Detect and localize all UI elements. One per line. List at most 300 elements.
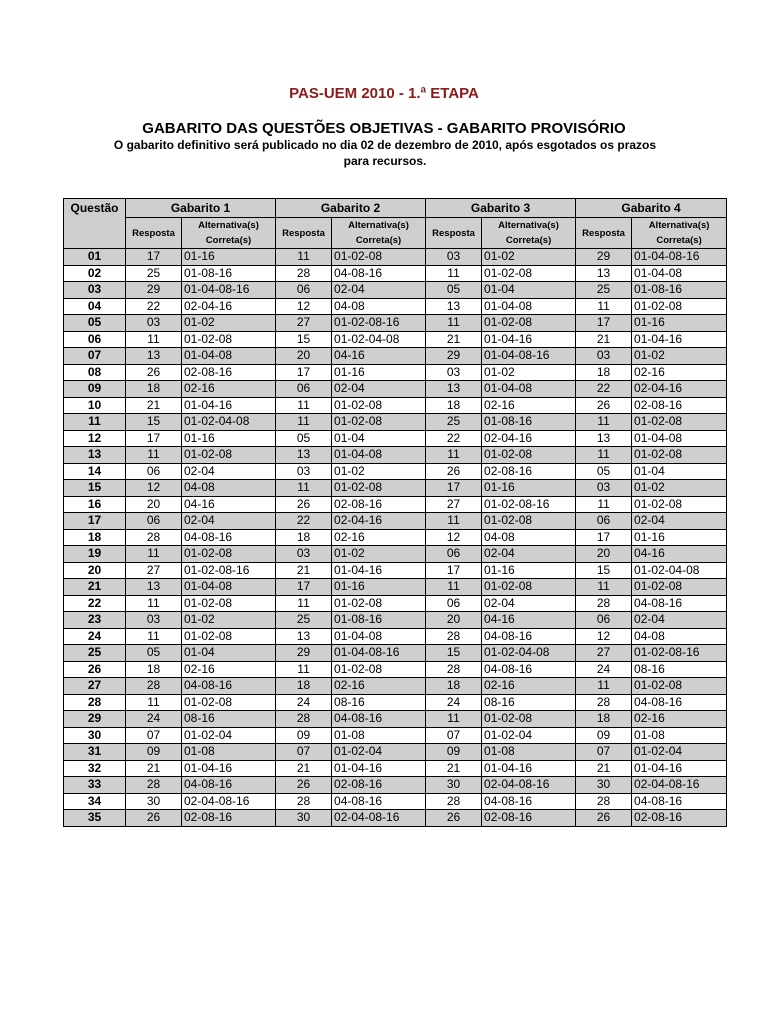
gabarito-2-resposta: 30 [276, 810, 332, 827]
gabarito-4-alternativas: 01-02-08 [632, 496, 727, 513]
gabarito-4-alternativas: 02-16 [632, 364, 727, 381]
question-number: 30 [64, 727, 126, 744]
gabarito-1-resposta: 11 [126, 331, 182, 348]
gabarito-3-alternativas: 01-04-08-16 [482, 348, 576, 365]
question-number: 27 [64, 678, 126, 695]
gabarito-4-alternativas: 01-02-08 [632, 298, 727, 315]
alternativas-header: Alternativa(s) [182, 218, 276, 234]
gabarito-1-resposta: 06 [126, 513, 182, 530]
note-line-2: para recursos. [343, 154, 427, 168]
gabarito-1-resposta: 12 [126, 480, 182, 497]
gabarito-3-alternativas: 01-08 [482, 744, 576, 761]
question-number: 06 [64, 331, 126, 348]
gabarito-1-resposta: 03 [126, 612, 182, 629]
gabarito-1-resposta: 17 [126, 249, 182, 266]
gabarito-4-resposta: 03 [576, 480, 632, 497]
table-row [64, 711, 727, 728]
gabarito-4-alternativas: 01-02-08-16 [632, 645, 727, 662]
gabarito-3-alternativas: 01-02 [482, 249, 576, 266]
question-number: 10 [64, 397, 126, 414]
question-number: 08 [64, 364, 126, 381]
gabarito-2-resposta: 21 [276, 562, 332, 579]
gabarito-1-resposta: 18 [126, 661, 182, 678]
gabarito-3-alternativas: 04-08-16 [482, 628, 576, 645]
gabarito-2-alternativas: 02-08-16 [332, 496, 426, 513]
gabarito-3-resposta: 21 [426, 331, 482, 348]
gabarito-4-alternativas: 02-16 [632, 711, 727, 728]
question-number: 32 [64, 760, 126, 777]
gabarito-1-alternativas: 02-16 [182, 381, 276, 398]
gabarito-3-alternativas: 02-08-16 [482, 463, 576, 480]
question-number: 17 [64, 513, 126, 530]
resposta-header: Resposta [576, 218, 632, 249]
gabarito-4-resposta: 05 [576, 463, 632, 480]
gabarito-2-resposta: 06 [276, 381, 332, 398]
gabarito-2-resposta: 11 [276, 661, 332, 678]
question-number: 11 [64, 414, 126, 431]
gabarito-2-resposta: 03 [276, 463, 332, 480]
table-row [64, 727, 727, 744]
gabarito-4-alternativas: 04-08-16 [632, 595, 727, 612]
gabarito-2-alternativas: 01-02-04 [332, 744, 426, 761]
gabarito-1-resposta: 21 [126, 760, 182, 777]
table-row [64, 661, 727, 678]
gabarito-3-alternativas: 08-16 [482, 694, 576, 711]
question-number: 19 [64, 546, 126, 563]
gabarito-1-alternativas: 04-08-16 [182, 777, 276, 794]
gabarito-4-resposta: 26 [576, 397, 632, 414]
gabarito-3-alternativas: 02-16 [482, 678, 576, 695]
gabarito-3-alternativas: 01-02-08 [482, 447, 576, 464]
gabarito-2-alternativas: 01-08 [332, 727, 426, 744]
gabarito-1-resposta: 28 [126, 678, 182, 695]
table-row [64, 496, 727, 513]
gabarito-3-alternativas: 02-04-16 [482, 430, 576, 447]
gabarito-2-alternativas: 01-02-08 [332, 595, 426, 612]
table-body [64, 249, 727, 827]
gabarito-3-resposta: 03 [426, 364, 482, 381]
gabarito-1-alternativas: 02-08-16 [182, 364, 276, 381]
gabarito-1-resposta: 29 [126, 282, 182, 299]
gabarito-4-resposta: 13 [576, 265, 632, 282]
gabarito-1-alternativas: 08-16 [182, 711, 276, 728]
alternativas-header: Alternativa(s) [482, 218, 576, 234]
resposta-header: Resposta [426, 218, 482, 249]
gabarito-3-alternativas: 04-08-16 [482, 793, 576, 810]
gabarito-1-resposta: 26 [126, 364, 182, 381]
gabarito-2-resposta: 11 [276, 595, 332, 612]
gabarito-1-resposta: 30 [126, 793, 182, 810]
gabarito-4-alternativas: 02-08-16 [632, 810, 727, 827]
table-row [64, 249, 727, 266]
gabarito-4-alternativas: 01-04-08-16 [632, 249, 727, 266]
gabarito-1-resposta: 11 [126, 595, 182, 612]
gabarito-3-alternativas: 01-04-08 [482, 381, 576, 398]
gabarito-1-alternativas: 01-02-08 [182, 595, 276, 612]
gabarito-2-alternativas: 08-16 [332, 694, 426, 711]
answer-key-table [63, 198, 727, 827]
gabarito-2-alternativas: 01-02-08-16 [332, 315, 426, 332]
gabarito-2-resposta: 28 [276, 793, 332, 810]
gabarito-2-resposta: 06 [276, 282, 332, 299]
gabarito-1-alternativas: 02-04-08-16 [182, 793, 276, 810]
table-row [64, 678, 727, 695]
gabarito-2-alternativas: 04-08-16 [332, 711, 426, 728]
gabarito-3-resposta: 28 [426, 628, 482, 645]
gabarito-3-alternativas: 01-16 [482, 562, 576, 579]
question-number: 14 [64, 463, 126, 480]
question-number: 29 [64, 711, 126, 728]
gabarito-3-alternativas: 02-08-16 [482, 810, 576, 827]
question-number: 02 [64, 265, 126, 282]
corretas-header: Correta(s) [182, 233, 276, 249]
question-number: 03 [64, 282, 126, 299]
corretas-header: Correta(s) [632, 233, 727, 249]
gabarito-4-alternativas: 04-08-16 [632, 694, 727, 711]
gabarito-2-alternativas: 02-04 [332, 282, 426, 299]
gabarito-3-resposta: 11 [426, 447, 482, 464]
gabarito-1-resposta: 28 [126, 777, 182, 794]
gabarito-4-alternativas: 01-02 [632, 480, 727, 497]
gabarito-1-resposta: 11 [126, 628, 182, 645]
gabarito-1-alternativas: 04-16 [182, 496, 276, 513]
gabarito-3-resposta: 13 [426, 298, 482, 315]
gabarito-2-resposta: 05 [276, 430, 332, 447]
gabarito-2-alternativas: 01-02-08 [332, 249, 426, 266]
gabarito-3-resposta: 29 [426, 348, 482, 365]
gabarito-2-alternativas: 02-16 [332, 678, 426, 695]
gabarito-3-resposta: 05 [426, 282, 482, 299]
gabarito-2-resposta: 15 [276, 331, 332, 348]
gabarito-3-resposta: 11 [426, 315, 482, 332]
gabarito-4-resposta: 17 [576, 315, 632, 332]
gabarito-1-resposta: 09 [126, 744, 182, 761]
gabarito-4-resposta: 13 [576, 430, 632, 447]
gabarito-1-resposta: 20 [126, 496, 182, 513]
gabarito-4-alternativas: 01-08-16 [632, 282, 727, 299]
gabarito-3-alternativas: 02-04-08-16 [482, 777, 576, 794]
gabarito-1-alternativas: 01-04-08 [182, 348, 276, 365]
gabarito-2-resposta: 28 [276, 711, 332, 728]
gabarito-1-alternativas: 01-16 [182, 430, 276, 447]
gabarito-3-header: Gabarito 3 [426, 199, 576, 218]
gabarito-4-resposta: 11 [576, 579, 632, 596]
question-number: 24 [64, 628, 126, 645]
gabarito-3-alternativas: 01-02-08 [482, 315, 576, 332]
gabarito-1-resposta: 03 [126, 315, 182, 332]
gabarito-2-alternativas: 01-02-08 [332, 480, 426, 497]
gabarito-4-alternativas: 01-16 [632, 315, 727, 332]
gabarito-2-resposta: 17 [276, 364, 332, 381]
gabarito-4-resposta: 21 [576, 331, 632, 348]
gabarito-4-alternativas: 04-08 [632, 628, 727, 645]
note-line-1: O gabarito definitivo será publicado no dia 02 de dezembro de 2010, após esgotados os prazos [113, 138, 657, 152]
gabarito-4-resposta: 06 [576, 612, 632, 629]
gabarito-4-resposta: 24 [576, 661, 632, 678]
gabarito-2-resposta: 11 [276, 397, 332, 414]
gabarito-3-resposta: 12 [426, 529, 482, 546]
gabarito-1-alternativas: 01-04 [182, 645, 276, 662]
table-row [64, 760, 727, 777]
table-row [64, 381, 727, 398]
question-number: 22 [64, 595, 126, 612]
question-number: 20 [64, 562, 126, 579]
table-row [64, 364, 727, 381]
gabarito-1-alternativas: 01-08-16 [182, 265, 276, 282]
gabarito-3-alternativas: 01-02-08 [482, 711, 576, 728]
gabarito-3-resposta: 27 [426, 496, 482, 513]
question-number: 12 [64, 430, 126, 447]
gabarito-2-resposta: 26 [276, 777, 332, 794]
gabarito-1-alternativas: 01-02-08 [182, 694, 276, 711]
gabarito-3-resposta: 11 [426, 579, 482, 596]
gabarito-4-resposta: 30 [576, 777, 632, 794]
gabarito-3-alternativas: 01-02-04 [482, 727, 576, 744]
gabarito-2-alternativas: 02-04 [332, 381, 426, 398]
table-row [64, 562, 727, 579]
gabarito-2-alternativas: 04-08 [332, 298, 426, 315]
gabarito-2-alternativas: 01-04-16 [332, 760, 426, 777]
gabarito-1-resposta: 13 [126, 579, 182, 596]
gabarito-4-resposta: 20 [576, 546, 632, 563]
gabarito-3-resposta: 13 [426, 381, 482, 398]
gabarito-1-resposta: 27 [126, 562, 182, 579]
gabarito-3-alternativas: 01-02 [482, 364, 576, 381]
gabarito-2-alternativas: 01-02-08 [332, 661, 426, 678]
question-number: 33 [64, 777, 126, 794]
gabarito-2-alternativas: 01-02 [332, 546, 426, 563]
corretas-header: Correta(s) [332, 233, 426, 249]
gabarito-1-resposta: 07 [126, 727, 182, 744]
gabarito-1-alternativas: 04-08-16 [182, 529, 276, 546]
gabarito-1-alternativas: 04-08 [182, 480, 276, 497]
gabarito-1-resposta: 22 [126, 298, 182, 315]
question-number: 09 [64, 381, 126, 398]
gabarito-2-resposta: 13 [276, 628, 332, 645]
gabarito-1-alternativas: 01-02-04 [182, 727, 276, 744]
gabarito-2-alternativas: 02-16 [332, 529, 426, 546]
gabarito-4-alternativas: 02-04-08-16 [632, 777, 727, 794]
gabarito-4-resposta: 29 [576, 249, 632, 266]
gabarito-3-alternativas: 01-02-08-16 [482, 496, 576, 513]
table-row [64, 348, 727, 365]
gabarito-2-alternativas: 01-02-08 [332, 414, 426, 431]
gabarito-2-alternativas: 02-04-08-16 [332, 810, 426, 827]
question-number: 23 [64, 612, 126, 629]
gabarito-3-alternativas: 04-08-16 [482, 661, 576, 678]
question-column-header: Questão [64, 199, 126, 249]
gabarito-1-alternativas: 01-04-16 [182, 397, 276, 414]
question-number: 25 [64, 645, 126, 662]
gabarito-2-resposta: 09 [276, 727, 332, 744]
gabarito-2-resposta: 20 [276, 348, 332, 365]
gabarito-2-resposta: 24 [276, 694, 332, 711]
question-number: 04 [64, 298, 126, 315]
document-title: PAS-UEM 2010 - 1.ª ETAPA [289, 85, 479, 102]
gabarito-1-header: Gabarito 1 [126, 199, 276, 218]
gabarito-1-alternativas: 02-08-16 [182, 810, 276, 827]
gabarito-1-alternativas: 01-16 [182, 249, 276, 266]
gabarito-3-alternativas: 02-04 [482, 595, 576, 612]
gabarito-2-alternativas: 04-08-16 [332, 793, 426, 810]
gabarito-3-resposta: 06 [426, 595, 482, 612]
table-row [64, 694, 727, 711]
table-header [64, 199, 727, 249]
gabarito-3-resposta: 26 [426, 810, 482, 827]
gabarito-2-resposta: 11 [276, 414, 332, 431]
gabarito-1-resposta: 21 [126, 397, 182, 414]
gabarito-3-resposta: 28 [426, 793, 482, 810]
gabarito-4-alternativas: 04-08-16 [632, 793, 727, 810]
resposta-header: Resposta [126, 218, 182, 249]
gabarito-2-alternativas: 01-04 [332, 430, 426, 447]
gabarito-3-resposta: 17 [426, 562, 482, 579]
gabarito-4-resposta: 12 [576, 628, 632, 645]
question-number: 34 [64, 793, 126, 810]
question-number: 35 [64, 810, 126, 827]
gabarito-1-alternativas: 01-08 [182, 744, 276, 761]
table-row [64, 430, 727, 447]
gabarito-3-resposta: 09 [426, 744, 482, 761]
gabarito-3-resposta: 17 [426, 480, 482, 497]
gabarito-2-alternativas: 01-08-16 [332, 612, 426, 629]
gabarito-3-alternativas: 01-02-08 [482, 513, 576, 530]
gabarito-4-alternativas: 01-02-08 [632, 678, 727, 695]
gabarito-3-alternativas: 02-16 [482, 397, 576, 414]
alternativas-header: Alternativa(s) [332, 218, 426, 234]
gabarito-1-alternativas: 01-02-08 [182, 447, 276, 464]
gabarito-2-resposta: 29 [276, 645, 332, 662]
gabarito-3-resposta: 18 [426, 678, 482, 695]
table-row [64, 645, 727, 662]
gabarito-2-resposta: 07 [276, 744, 332, 761]
table-row [64, 744, 727, 761]
table-row [64, 612, 727, 629]
table-row [64, 579, 727, 596]
gabarito-3-alternativas: 01-02-04-08 [482, 645, 576, 662]
gabarito-2-alternativas: 02-08-16 [332, 777, 426, 794]
gabarito-3-resposta: 24 [426, 694, 482, 711]
gabarito-1-resposta: 06 [126, 463, 182, 480]
gabarito-2-resposta: 28 [276, 265, 332, 282]
gabarito-4-header: Gabarito 4 [576, 199, 727, 218]
table-row [64, 265, 727, 282]
gabarito-1-alternativas: 02-16 [182, 661, 276, 678]
question-number: 07 [64, 348, 126, 365]
gabarito-4-resposta: 07 [576, 744, 632, 761]
table-row [64, 628, 727, 645]
table-row [64, 447, 727, 464]
gabarito-2-alternativas: 01-04-08 [332, 628, 426, 645]
gabarito-1-alternativas: 01-02-08 [182, 628, 276, 645]
publication-note [60, 137, 710, 169]
gabarito-1-alternativas: 02-04 [182, 513, 276, 530]
alternativas-header: Alternativa(s) [632, 218, 727, 234]
question-number: 18 [64, 529, 126, 546]
gabarito-4-resposta: 28 [576, 694, 632, 711]
gabarito-2-resposta: 27 [276, 315, 332, 332]
table-row [64, 463, 727, 480]
gabarito-3-resposta: 22 [426, 430, 482, 447]
gabarito-4-alternativas: 02-04 [632, 513, 727, 530]
gabarito-4-resposta: 17 [576, 529, 632, 546]
gabarito-2-resposta: 18 [276, 529, 332, 546]
gabarito-2-resposta: 11 [276, 480, 332, 497]
gabarito-3-resposta: 07 [426, 727, 482, 744]
gabarito-1-resposta: 25 [126, 265, 182, 282]
gabarito-4-resposta: 28 [576, 793, 632, 810]
gabarito-1-resposta: 11 [126, 447, 182, 464]
table-row [64, 529, 727, 546]
gabarito-4-alternativas: 01-04-08 [632, 265, 727, 282]
gabarito-4-resposta: 21 [576, 760, 632, 777]
table-row [64, 414, 727, 431]
gabarito-4-resposta: 26 [576, 810, 632, 827]
table-row [64, 793, 727, 810]
gabarito-3-alternativas: 01-02-08 [482, 579, 576, 596]
gabarito-3-alternativas: 01-02-08 [482, 265, 576, 282]
gabarito-1-alternativas: 01-02-08 [182, 331, 276, 348]
gabarito-1-alternativas: 01-02-04-08 [182, 414, 276, 431]
gabarito-1-resposta: 17 [126, 430, 182, 447]
question-number: 31 [64, 744, 126, 761]
gabarito-1-alternativas: 01-04-08-16 [182, 282, 276, 299]
gabarito-4-resposta: 28 [576, 595, 632, 612]
gabarito-3-alternativas: 01-04-16 [482, 331, 576, 348]
gabarito-4-alternativas: 02-04-16 [632, 381, 727, 398]
gabarito-3-alternativas: 01-04 [482, 282, 576, 299]
gabarito-4-alternativas: 01-02-08 [632, 447, 727, 464]
gabarito-1-alternativas: 01-02-08 [182, 546, 276, 563]
document-subtitle: GABARITO DAS QUESTÕES OBJETIVAS - GABARITO PROVISÓRIO [142, 120, 626, 137]
corretas-header: Correta(s) [482, 233, 576, 249]
gabarito-3-resposta: 06 [426, 546, 482, 563]
question-number: 21 [64, 579, 126, 596]
gabarito-4-alternativas: 01-16 [632, 529, 727, 546]
table-row [64, 315, 727, 332]
gabarito-4-alternativas: 08-16 [632, 661, 727, 678]
question-number: 26 [64, 661, 126, 678]
gabarito-4-resposta: 11 [576, 414, 632, 431]
gabarito-2-resposta: 22 [276, 513, 332, 530]
gabarito-4-alternativas: 01-02-08 [632, 579, 727, 596]
gabarito-1-alternativas: 01-02 [182, 612, 276, 629]
gabarito-4-resposta: 18 [576, 364, 632, 381]
gabarito-4-alternativas: 02-08-16 [632, 397, 727, 414]
gabarito-1-resposta: 11 [126, 546, 182, 563]
gabarito-4-alternativas: 04-16 [632, 546, 727, 563]
gabarito-2-alternativas: 01-02 [332, 463, 426, 480]
gabarito-1-resposta: 26 [126, 810, 182, 827]
gabarito-1-alternativas: 01-02 [182, 315, 276, 332]
table-row [64, 331, 727, 348]
gabarito-2-resposta: 18 [276, 678, 332, 695]
gabarito-4-resposta: 22 [576, 381, 632, 398]
gabarito-4-resposta: 11 [576, 496, 632, 513]
gabarito-2-alternativas: 01-04-16 [332, 562, 426, 579]
gabarito-3-resposta: 15 [426, 645, 482, 662]
gabarito-4-resposta: 25 [576, 282, 632, 299]
gabarito-4-resposta: 11 [576, 298, 632, 315]
gabarito-1-resposta: 15 [126, 414, 182, 431]
gabarito-4-alternativas: 01-02 [632, 348, 727, 365]
gabarito-3-alternativas: 04-16 [482, 612, 576, 629]
gabarito-2-resposta: 11 [276, 249, 332, 266]
table-row [64, 810, 727, 827]
table-row [64, 282, 727, 299]
table-row [64, 513, 727, 530]
gabarito-3-resposta: 11 [426, 265, 482, 282]
